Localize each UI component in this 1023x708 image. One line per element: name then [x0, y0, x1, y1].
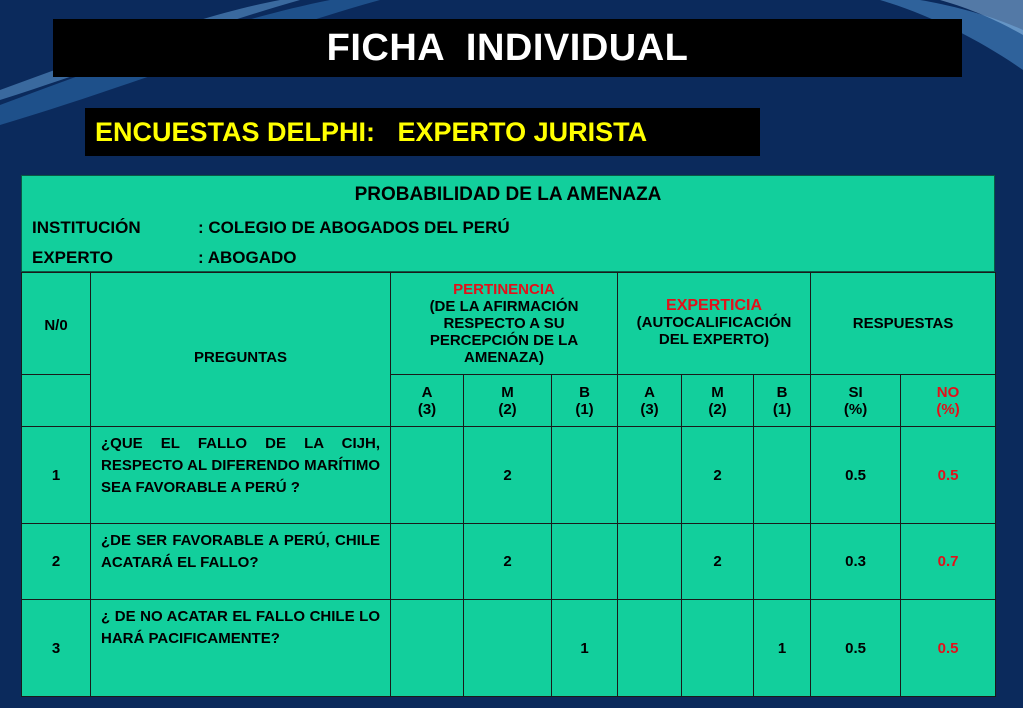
row-number: 3 — [22, 600, 91, 697]
experticia-a-header — [618, 375, 682, 427]
survey-table — [21, 272, 996, 697]
respuestas-header: RESPUESTAS — [811, 273, 996, 375]
b-value: (1) — [772, 400, 792, 418]
experticia-b-cell — [754, 524, 811, 600]
pertinencia-m-cell: 2 — [464, 524, 552, 600]
no-cell: 0.5 — [901, 427, 996, 524]
institucion-value: : COLEGIO DE ABOGADOS DEL PERÚ — [198, 218, 510, 237]
table-row — [22, 427, 996, 524]
experticia-desc: (AUTOCALIFICACIÓN DEL EXPERTO) — [636, 314, 792, 348]
pertinencia-a-cell — [391, 524, 464, 600]
m-label: M — [501, 383, 514, 401]
si-cell: 0.3 — [811, 524, 901, 600]
no-header — [901, 375, 996, 427]
a-value: (3) — [640, 400, 659, 418]
m-label: M — [711, 383, 724, 401]
pertinencia-header — [391, 273, 618, 375]
pertinencia-a-header — [391, 375, 464, 427]
pertinencia-b-cell — [552, 524, 618, 600]
experticia-b-header — [754, 375, 811, 427]
pertinencia-b-cell: 1 — [552, 600, 618, 697]
col-preguntas-header: PREGUNTAS — [91, 273, 391, 427]
experticia-m-header — [682, 375, 754, 427]
pertinencia-m-cell — [464, 600, 552, 697]
question-text: ¿ DE NO ACATAR EL FALLO CHILE LO HARÁ PACIFICAMENTE? — [91, 600, 391, 697]
a-value: (3) — [417, 400, 437, 418]
experto-value: : ABOGADO — [198, 248, 297, 267]
b-value: (1) — [575, 400, 594, 418]
experticia-a-cell — [618, 600, 682, 697]
pertinencia-desc: (DE LA AFIRMACIÓN RESPECTO A SU PERCEPCIÓN DE LA AMENAZA) — [429, 298, 579, 366]
pertinencia-a-cell — [391, 427, 464, 524]
header-row — [22, 273, 996, 375]
pertinencia-m-header — [464, 375, 552, 427]
institucion-row — [32, 218, 510, 238]
si-pct: (%) — [843, 400, 868, 418]
experto-row — [32, 248, 297, 268]
m-value: (2) — [708, 400, 727, 418]
page-subtitle: ENCUESTAS DELPHI: EXPERTO JURISTA — [85, 108, 760, 156]
pertinencia-title: PERTINENCIA — [453, 281, 555, 298]
pertinencia-m-cell: 2 — [464, 427, 552, 524]
col-n-sub-empty — [22, 375, 91, 427]
a-label: A — [644, 383, 655, 401]
si-cell: 0.5 — [811, 600, 901, 697]
experticia-m-cell: 2 — [682, 427, 754, 524]
question-text: ¿DE SER FAVORABLE A PERÚ, CHILE ACATARÁ EL FALLO? — [91, 524, 391, 600]
b-label: B — [579, 383, 590, 401]
no-cell: 0.7 — [901, 524, 996, 600]
experticia-title: EXPERTICIA — [666, 297, 763, 314]
info-header-box — [21, 175, 995, 272]
institucion-label: INSTITUCIÓN — [32, 218, 141, 237]
m-value: (2) — [498, 400, 517, 418]
experticia-a-cell — [618, 524, 682, 600]
experticia-m-cell: 2 — [682, 524, 754, 600]
row-number: 2 — [22, 524, 91, 600]
pertinencia-b-header — [552, 375, 618, 427]
no-cell: 0.5 — [901, 600, 996, 697]
table-row — [22, 524, 996, 600]
no-label: NO — [936, 383, 960, 401]
si-header — [811, 375, 901, 427]
info-heading: PROBABILIDAD DE LA AMENAZA — [354, 184, 662, 205]
b-label: B — [776, 383, 788, 401]
row-number: 1 — [22, 427, 91, 524]
page-title: FICHA INDIVIDUAL — [53, 19, 962, 77]
experticia-a-cell — [618, 427, 682, 524]
no-pct: (%) — [936, 400, 960, 418]
pertinencia-b-cell — [552, 427, 618, 524]
question-text: ¿QUE EL FALLO DE LA CIJH, RESPECTO AL DIFERENDO MARÍTIMO SEA FAVORABLE A PERÚ ? — [91, 427, 391, 524]
si-label: SI — [848, 383, 863, 401]
experticia-header — [618, 273, 811, 375]
pertinencia-a-cell — [391, 600, 464, 697]
experticia-m-cell — [682, 600, 754, 697]
table-row — [22, 600, 996, 697]
si-cell: 0.5 — [811, 427, 901, 524]
experticia-b-cell: 1 — [754, 600, 811, 697]
experticia-b-cell — [754, 427, 811, 524]
col-n-header: N/0 — [22, 273, 91, 375]
a-label: A — [421, 383, 433, 401]
experto-label: EXPERTO — [32, 248, 113, 267]
